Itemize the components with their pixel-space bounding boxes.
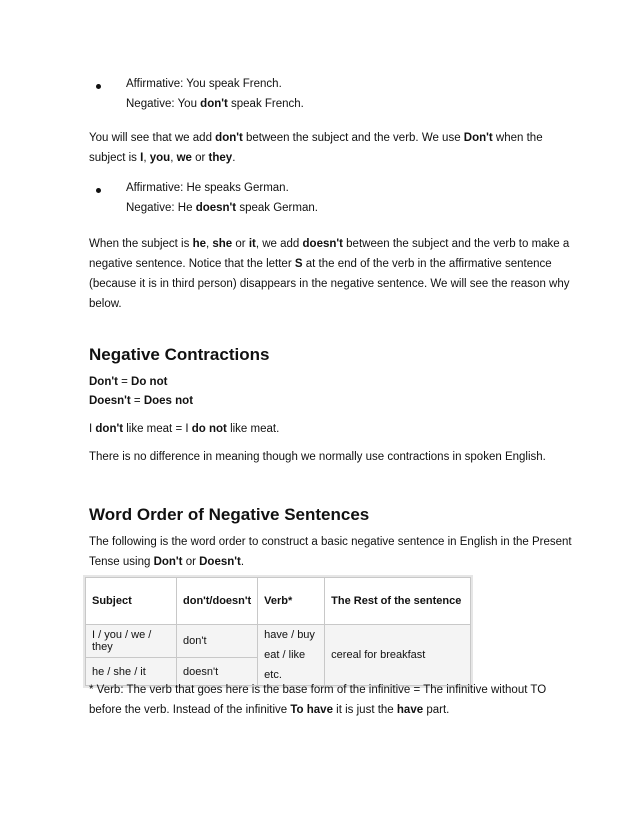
bullet-dot-icon [96, 188, 101, 193]
table-header-row [86, 578, 471, 625]
contraction-note: There is no difference in meaning though we normally use contractions in spoken English. [89, 451, 546, 463]
affirmative-example-2: Affirmative: He speaks German. [126, 182, 289, 194]
bullet-dot-icon [96, 84, 101, 89]
table-cell-aux: doesn't [177, 658, 258, 686]
affirmative-example-1: Affirmative: You speak French. [126, 78, 282, 90]
contraction-dont: Don't = Do not [89, 376, 168, 388]
negative-example-1: Negative: You don't speak French. [126, 98, 304, 110]
verb-footnote: * Verb: The verb that goes here is the base form of the infinitive = The infinitive without TO before the verb. Instead of the infinitive To have it is just the have part. [89, 684, 547, 716]
section-title-word-order: Word Order of Negative Sentences [89, 505, 370, 524]
word-order-intro: The following is the word order to construct a basic negative sentence in English in the Present Tense using Don't or Doesn't. [89, 536, 572, 568]
contraction-example: I don't like meat = I do not like meat. [89, 423, 280, 435]
section-title-negative-contractions: Negative Contractions [89, 345, 270, 364]
negative-example-2: Negative: He doesn't speak German. [126, 202, 318, 214]
table-cell-subject: I / you / we / they [86, 625, 177, 658]
contraction-doesnt: Doesn't = Does not [89, 395, 194, 407]
paragraph-dont-usage: You will see that we add don't between the subject and the verb. We use Don't when the subject is I, you, we or they. [89, 132, 543, 164]
word-order-table [85, 577, 471, 686]
table-header-cell: Verb* [258, 578, 325, 625]
table-header-cell: Subject [86, 578, 177, 625]
table-header-cell: The Rest of the sentence [325, 578, 471, 625]
table-cell-rest: cereal for breakfast [325, 625, 471, 686]
paragraph-doesnt-usage: When the subject is he, she or it, we add doesn't between the subject and the verb to make a negative sentence. Notice that the letter S at the end of the verb in the affirmative sentence (because it is in third person) disappears in the negative sentence. We will see the reason why below. [89, 238, 570, 310]
table-cell-aux: don't [177, 625, 258, 658]
table-cell-subject: he / she / it [86, 658, 177, 686]
table-header-cell: don't/doesn't [177, 578, 258, 625]
table-cell-verb: have / buy eat / like etc. [258, 625, 325, 686]
table-row [86, 625, 471, 658]
